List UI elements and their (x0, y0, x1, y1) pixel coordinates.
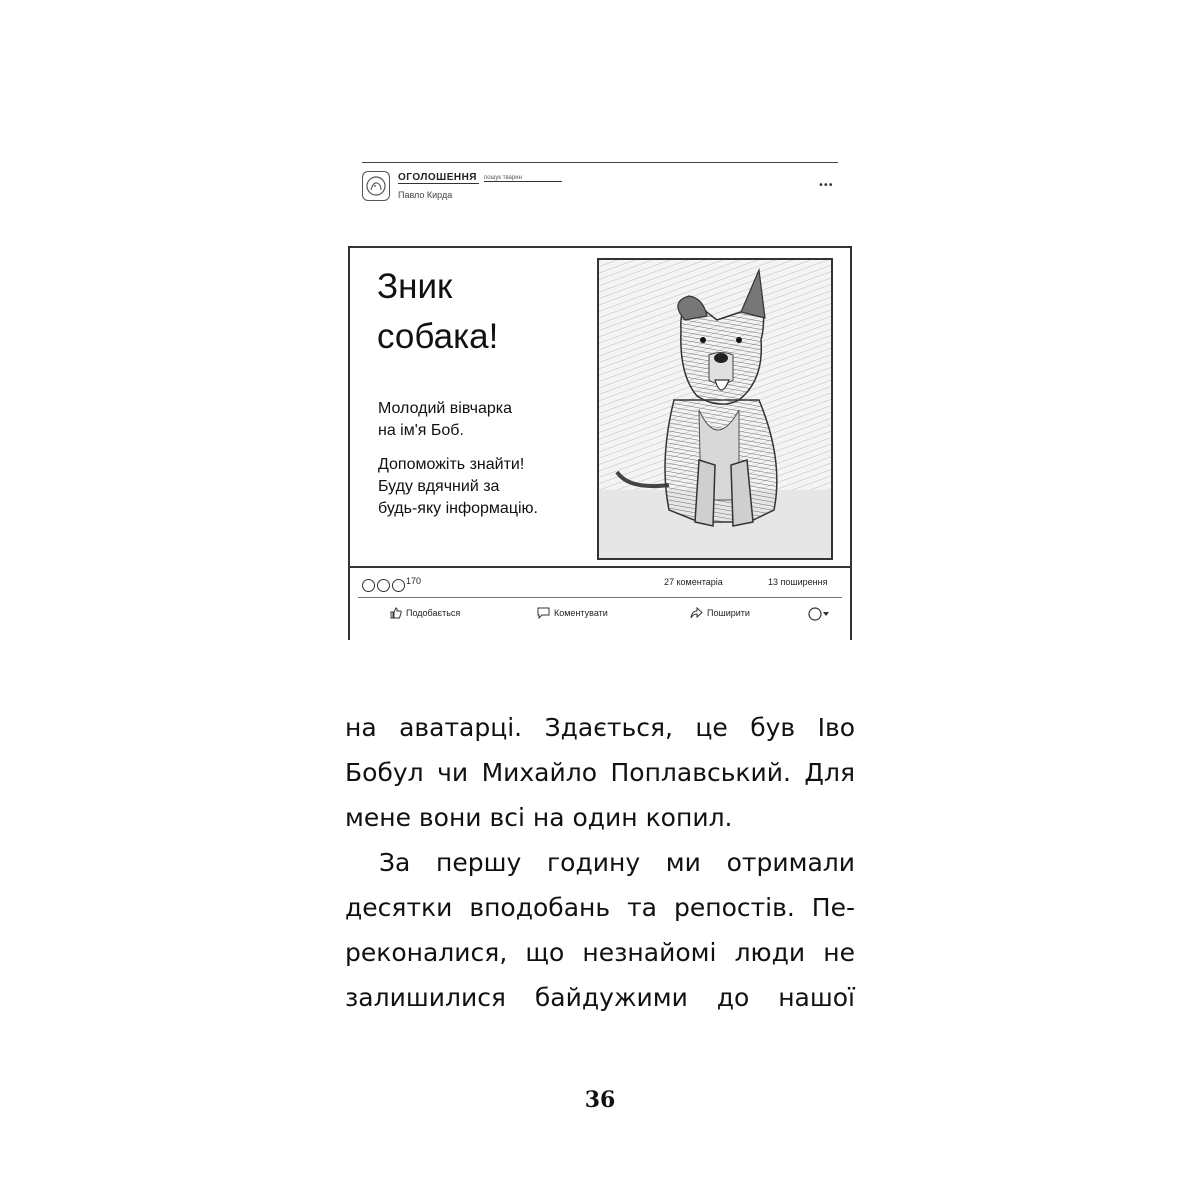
post-text-line: Допоможіть знайти! (378, 456, 525, 473)
dog-photo (597, 258, 833, 560)
text-line: залишилися байдужими до нашої (345, 983, 855, 1012)
text-line: Бобул чи Михайло Поплавський. Для (345, 758, 855, 787)
text-line: реконалися, що незнайомі люди не (345, 938, 855, 967)
like-label: Подобається (406, 608, 461, 618)
reaction-icons[interactable] (362, 575, 402, 593)
post-top-rule (362, 162, 838, 163)
comment-count[interactable]: 27 коментаріа (664, 577, 723, 587)
comment-label: Коментувати (554, 608, 608, 618)
actions-divider (358, 597, 842, 598)
puppy-sketch-icon (599, 260, 831, 558)
post-text-line: на ім'я Боб. (378, 422, 464, 439)
comment-bubble-icon (537, 607, 550, 619)
post-paragraph (378, 454, 588, 520)
post-footer-rule (348, 566, 852, 568)
like-button[interactable] (390, 607, 460, 619)
share-count[interactable]: 13 поширення (768, 577, 828, 587)
page-subtitle: пошук тварин (484, 175, 562, 182)
post-body (378, 398, 588, 532)
page-avatar (362, 171, 390, 201)
text-line: на аватарці. Здається, це був Іво (345, 713, 855, 742)
dog-avatar-icon (365, 175, 387, 197)
post-author[interactable]: Павло Кирда (398, 190, 453, 200)
share-button[interactable] (690, 607, 750, 619)
comment-button[interactable] (537, 607, 608, 619)
love-reaction-icon (377, 579, 390, 592)
share-arrow-icon (690, 607, 703, 619)
more-options-icon[interactable]: ••• (818, 180, 833, 191)
profile-dropdown-icon (808, 607, 830, 621)
reaction-count[interactable]: 170 (406, 576, 422, 586)
headline-line: Зник (377, 267, 453, 306)
headline-line: собака! (377, 317, 499, 356)
post-text-line: будь-яку інформацію. (378, 500, 538, 517)
page-name[interactable]: ОГОЛОШЕННЯ (398, 172, 477, 183)
page-number: 36 (584, 1087, 616, 1113)
post-text-line: Буду вдячний за (378, 478, 500, 495)
post-text-line: Молодий вівчарка (378, 400, 512, 417)
post-paragraph (378, 398, 588, 442)
reaction-picker-button[interactable] (808, 607, 830, 621)
thumbs-up-icon (390, 607, 402, 619)
share-label: Поширити (707, 608, 750, 618)
post-headline (377, 262, 577, 362)
book-text (345, 705, 855, 1020)
text-line: За першу годину ми отримали (379, 848, 855, 877)
text-line: мене вони всі на один копил. (345, 803, 733, 832)
text-line: десятки вподобань та репостів. Пе- (345, 893, 855, 922)
like-reaction-icon (362, 579, 375, 592)
